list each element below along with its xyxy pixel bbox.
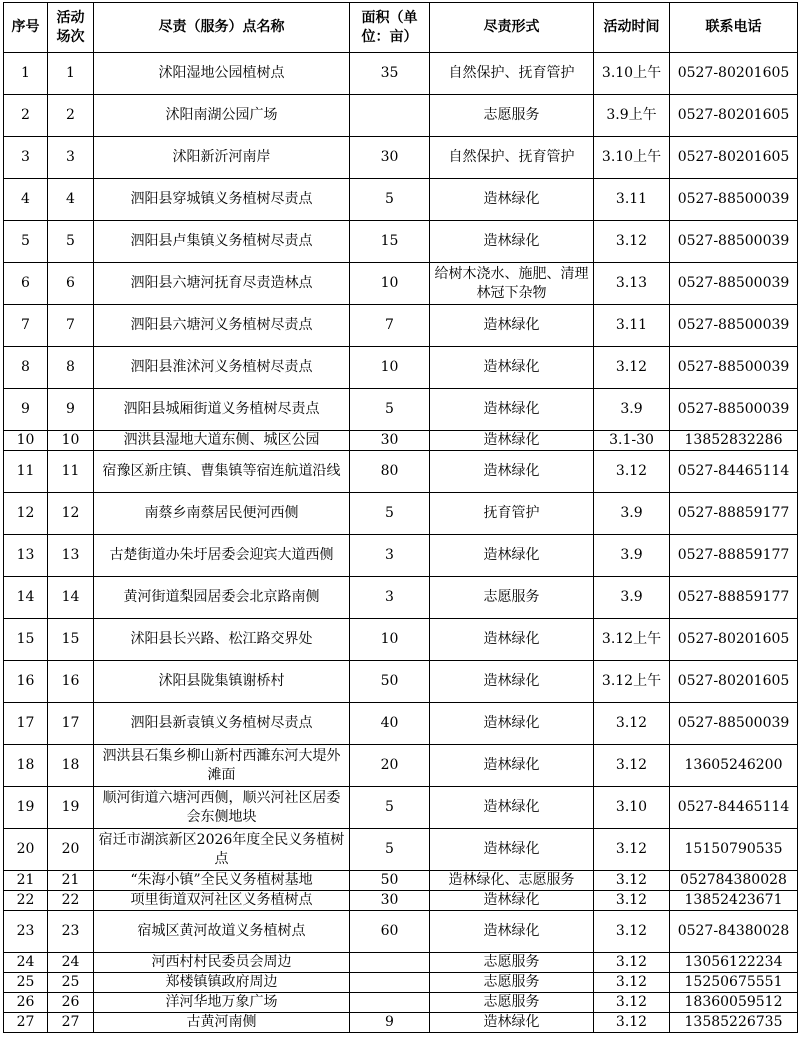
cell-time: 3.11 bbox=[594, 305, 670, 347]
cell-session: 6 bbox=[48, 263, 94, 305]
cell-area: 50 bbox=[350, 871, 430, 891]
table-row bbox=[4, 535, 798, 577]
table-row bbox=[4, 953, 798, 973]
table-row bbox=[4, 973, 798, 993]
header-area: 面积（单位：亩） bbox=[350, 3, 430, 53]
table-row bbox=[4, 451, 798, 493]
cell-time: 3.12 bbox=[594, 871, 670, 891]
cell-form: 造林绿化 bbox=[430, 389, 594, 431]
cell-phone: 0527-88500039 bbox=[670, 703, 798, 745]
cell-name: 泗阳县淮沭河义务植树尽责点 bbox=[94, 347, 350, 389]
table-row bbox=[4, 619, 798, 661]
table-row bbox=[4, 911, 798, 953]
cell-time: 3.12 bbox=[594, 953, 670, 973]
table-row bbox=[4, 871, 798, 891]
cell-name: 沭阳新沂河南岸 bbox=[94, 137, 350, 179]
table-row bbox=[4, 891, 798, 911]
cell-session: 19 bbox=[48, 787, 94, 829]
cell-form: 给树木浇水、施肥、清理林冠下杂物 bbox=[430, 263, 594, 305]
cell-phone: 0527-88859177 bbox=[670, 577, 798, 619]
cell-form: 造林绿化 bbox=[430, 179, 594, 221]
cell-area: 3 bbox=[350, 535, 430, 577]
header-form: 尽责形式 bbox=[430, 3, 594, 53]
cell-session: 27 bbox=[48, 1013, 94, 1033]
cell-phone: 0527-88859177 bbox=[670, 493, 798, 535]
table-row bbox=[4, 431, 798, 451]
cell-seq: 23 bbox=[4, 911, 48, 953]
cell-seq: 14 bbox=[4, 577, 48, 619]
cell-name: 泗阳县城厢街道义务植树尽责点 bbox=[94, 389, 350, 431]
cell-phone: 18360059512 bbox=[670, 993, 798, 1013]
cell-phone: 0527-88500039 bbox=[670, 263, 798, 305]
cell-name: 沭阳县长兴路、松江路交界处 bbox=[94, 619, 350, 661]
cell-time: 3.13 bbox=[594, 263, 670, 305]
cell-form: 造林绿化 bbox=[430, 535, 594, 577]
cell-form: 志愿服务 bbox=[430, 953, 594, 973]
cell-form: 造林绿化 bbox=[430, 661, 594, 703]
header-phone: 联系电话 bbox=[670, 3, 798, 53]
cell-phone: 13852423671 bbox=[670, 891, 798, 911]
cell-form: 造林绿化 bbox=[430, 787, 594, 829]
cell-time: 3.12 bbox=[594, 973, 670, 993]
cell-form: 造林绿化 bbox=[430, 891, 594, 911]
cell-seq: 8 bbox=[4, 347, 48, 389]
cell-area: 30 bbox=[350, 891, 430, 911]
cell-area: 35 bbox=[350, 53, 430, 95]
cell-name: 项里街道双河社区义务植树点 bbox=[94, 891, 350, 911]
cell-form: 造林绿化 bbox=[430, 1013, 594, 1033]
table-row bbox=[4, 137, 798, 179]
cell-time: 3.10上午 bbox=[594, 53, 670, 95]
cell-phone: 0527-80201605 bbox=[670, 95, 798, 137]
cell-session: 11 bbox=[48, 451, 94, 493]
cell-seq: 12 bbox=[4, 493, 48, 535]
cell-time: 3.9 bbox=[594, 577, 670, 619]
cell-seq: 13 bbox=[4, 535, 48, 577]
table-row bbox=[4, 577, 798, 619]
cell-session: 4 bbox=[48, 179, 94, 221]
cell-seq: 11 bbox=[4, 451, 48, 493]
cell-seq: 4 bbox=[4, 179, 48, 221]
cell-name: 古黄河南侧 bbox=[94, 1013, 350, 1033]
cell-seq: 1 bbox=[4, 53, 48, 95]
cell-seq: 21 bbox=[4, 871, 48, 891]
cell-area: 5 bbox=[350, 493, 430, 535]
cell-phone: 0527-84465114 bbox=[670, 451, 798, 493]
cell-area: 5 bbox=[350, 389, 430, 431]
cell-area: 3 bbox=[350, 577, 430, 619]
cell-seq: 7 bbox=[4, 305, 48, 347]
cell-time: 3.10 bbox=[594, 787, 670, 829]
table-row bbox=[4, 787, 798, 829]
cell-time: 3.12 bbox=[594, 1013, 670, 1033]
cell-session: 7 bbox=[48, 305, 94, 347]
cell-time: 3.12 bbox=[594, 221, 670, 263]
cell-area: 5 bbox=[350, 829, 430, 871]
cell-phone: 13605246200 bbox=[670, 745, 798, 787]
cell-session: 9 bbox=[48, 389, 94, 431]
table-row bbox=[4, 221, 798, 263]
cell-session: 16 bbox=[48, 661, 94, 703]
cell-seq: 10 bbox=[4, 431, 48, 451]
cell-phone: 0527-84380028 bbox=[670, 911, 798, 953]
cell-session: 25 bbox=[48, 973, 94, 993]
table-row bbox=[4, 305, 798, 347]
cell-session: 3 bbox=[48, 137, 94, 179]
cell-phone: 052784380028 bbox=[670, 871, 798, 891]
table-row bbox=[4, 389, 798, 431]
cell-form: 自然保护、抚育管护 bbox=[430, 137, 594, 179]
cell-time: 3.12 bbox=[594, 451, 670, 493]
cell-form: 造林绿化 bbox=[430, 347, 594, 389]
cell-seq: 18 bbox=[4, 745, 48, 787]
cell-time: 3.1-30 bbox=[594, 431, 670, 451]
cell-seq: 15 bbox=[4, 619, 48, 661]
cell-area bbox=[350, 95, 430, 137]
cell-time: 3.9 bbox=[594, 493, 670, 535]
cell-time: 3.12 bbox=[594, 829, 670, 871]
cell-form: 造林绿化 bbox=[430, 305, 594, 347]
cell-time: 3.9上午 bbox=[594, 95, 670, 137]
cell-session: 18 bbox=[48, 745, 94, 787]
cell-time: 3.10上午 bbox=[594, 137, 670, 179]
cell-name: 南蔡乡南蔡居民便河西侧 bbox=[94, 493, 350, 535]
cell-name: 宿城区黄河故道义务植树点 bbox=[94, 911, 350, 953]
cell-time: 3.12上午 bbox=[594, 619, 670, 661]
table-row bbox=[4, 745, 798, 787]
cell-form: 志愿服务 bbox=[430, 577, 594, 619]
cell-seq: 3 bbox=[4, 137, 48, 179]
cell-session: 22 bbox=[48, 891, 94, 911]
table-row bbox=[4, 493, 798, 535]
cell-session: 21 bbox=[48, 871, 94, 891]
cell-name: 泗洪县石集乡柳山新村西濉东河大堤外滩面 bbox=[94, 745, 350, 787]
cell-form: 造林绿化 bbox=[430, 745, 594, 787]
cell-name: 泗阳县新袁镇义务植树尽责点 bbox=[94, 703, 350, 745]
cell-phone: 15250675551 bbox=[670, 973, 798, 993]
cell-form: 志愿服务 bbox=[430, 973, 594, 993]
cell-area: 10 bbox=[350, 263, 430, 305]
cell-area: 50 bbox=[350, 661, 430, 703]
cell-name: 黄河街道梨园居委会北京路南侧 bbox=[94, 577, 350, 619]
cell-name: 泗阳县穿城镇义务植树尽责点 bbox=[94, 179, 350, 221]
table-header-row bbox=[4, 3, 798, 53]
cell-name: 沭阳县陇集镇谢桥村 bbox=[94, 661, 350, 703]
table-row bbox=[4, 53, 798, 95]
table-row bbox=[4, 829, 798, 871]
cell-name: “朱海小镇”全民义务植树基地 bbox=[94, 871, 350, 891]
cell-seq: 20 bbox=[4, 829, 48, 871]
cell-form: 造林绿化 bbox=[430, 431, 594, 451]
cell-name: 沭阳湿地公园植树点 bbox=[94, 53, 350, 95]
cell-session: 20 bbox=[48, 829, 94, 871]
cell-session: 23 bbox=[48, 911, 94, 953]
cell-time: 3.12 bbox=[594, 911, 670, 953]
cell-area: 5 bbox=[350, 179, 430, 221]
header-session: 活动场次 bbox=[48, 3, 94, 53]
cell-area: 40 bbox=[350, 703, 430, 745]
cell-form: 造林绿化 bbox=[430, 221, 594, 263]
cell-time: 3.12 bbox=[594, 745, 670, 787]
table-row bbox=[4, 263, 798, 305]
cell-seq: 24 bbox=[4, 953, 48, 973]
cell-name: 古楚街道办朱圩居委会迎宾大道西侧 bbox=[94, 535, 350, 577]
table-row bbox=[4, 993, 798, 1013]
cell-session: 14 bbox=[48, 577, 94, 619]
cell-area: 60 bbox=[350, 911, 430, 953]
cell-form: 抚育管护 bbox=[430, 493, 594, 535]
cell-name: 泗阳县六塘河义务植树尽责点 bbox=[94, 305, 350, 347]
cell-name: 泗阳县六塘河抚育尽责造林点 bbox=[94, 263, 350, 305]
activity-table bbox=[3, 2, 798, 1033]
cell-seq: 6 bbox=[4, 263, 48, 305]
cell-phone: 0527-80201605 bbox=[670, 53, 798, 95]
cell-phone: 0527-88500039 bbox=[670, 305, 798, 347]
cell-name: 宿豫区新庄镇、曹集镇等宿连航道沿线 bbox=[94, 451, 350, 493]
cell-area: 10 bbox=[350, 619, 430, 661]
cell-phone: 0527-84465114 bbox=[670, 787, 798, 829]
cell-seq: 22 bbox=[4, 891, 48, 911]
table-row bbox=[4, 703, 798, 745]
cell-phone: 0527-88500039 bbox=[670, 347, 798, 389]
cell-time: 3.12上午 bbox=[594, 661, 670, 703]
cell-name: 泗阳县卢集镇义务植树尽责点 bbox=[94, 221, 350, 263]
table-row bbox=[4, 1013, 798, 1033]
cell-phone: 13056122234 bbox=[670, 953, 798, 973]
cell-session: 26 bbox=[48, 993, 94, 1013]
cell-form: 志愿服务 bbox=[430, 95, 594, 137]
cell-form: 造林绿化 bbox=[430, 619, 594, 661]
cell-form: 造林绿化 bbox=[430, 703, 594, 745]
cell-name: 郑楼镇镇政府周边 bbox=[94, 973, 350, 993]
cell-phone: 0527-88500039 bbox=[670, 221, 798, 263]
cell-seq: 19 bbox=[4, 787, 48, 829]
cell-session: 13 bbox=[48, 535, 94, 577]
cell-session: 12 bbox=[48, 493, 94, 535]
cell-seq: 25 bbox=[4, 973, 48, 993]
cell-form: 造林绿化 bbox=[430, 829, 594, 871]
cell-time: 3.12 bbox=[594, 993, 670, 1013]
cell-phone: 13852832286 bbox=[670, 431, 798, 451]
cell-area: 30 bbox=[350, 137, 430, 179]
cell-phone: 0527-88500039 bbox=[670, 389, 798, 431]
cell-session: 5 bbox=[48, 221, 94, 263]
cell-form: 造林绿化 bbox=[430, 911, 594, 953]
cell-name: 泗洪县湿地大道东侧、城区公园 bbox=[94, 431, 350, 451]
cell-session: 17 bbox=[48, 703, 94, 745]
cell-phone: 0527-80201605 bbox=[670, 619, 798, 661]
cell-session: 8 bbox=[48, 347, 94, 389]
table-row bbox=[4, 179, 798, 221]
table-row bbox=[4, 95, 798, 137]
cell-phone: 0527-88500039 bbox=[670, 179, 798, 221]
cell-seq: 17 bbox=[4, 703, 48, 745]
cell-area: 9 bbox=[350, 1013, 430, 1033]
cell-seq: 26 bbox=[4, 993, 48, 1013]
cell-session: 10 bbox=[48, 431, 94, 451]
cell-area: 10 bbox=[350, 347, 430, 389]
cell-name: 沭阳南湖公园广场 bbox=[94, 95, 350, 137]
cell-seq: 5 bbox=[4, 221, 48, 263]
cell-name: 洋河华地万象广场 bbox=[94, 993, 350, 1013]
cell-name: 河西村村民委员会周边 bbox=[94, 953, 350, 973]
header-name: 尽责（服务）点名称 bbox=[94, 3, 350, 53]
cell-time: 3.9 bbox=[594, 389, 670, 431]
cell-time: 3.12 bbox=[594, 347, 670, 389]
cell-time: 3.11 bbox=[594, 179, 670, 221]
cell-area bbox=[350, 993, 430, 1013]
cell-time: 3.9 bbox=[594, 535, 670, 577]
cell-form: 志愿服务 bbox=[430, 993, 594, 1013]
cell-session: 15 bbox=[48, 619, 94, 661]
cell-seq: 9 bbox=[4, 389, 48, 431]
cell-seq: 16 bbox=[4, 661, 48, 703]
cell-area: 30 bbox=[350, 431, 430, 451]
table-row bbox=[4, 661, 798, 703]
cell-area: 7 bbox=[350, 305, 430, 347]
cell-phone: 15150790535 bbox=[670, 829, 798, 871]
cell-area: 15 bbox=[350, 221, 430, 263]
cell-name: 宿迁市湖滨新区2026年度全民义务植树点 bbox=[94, 829, 350, 871]
cell-phone: 0527-80201605 bbox=[670, 137, 798, 179]
cell-phone: 13585226735 bbox=[670, 1013, 798, 1033]
cell-phone: 0527-80201605 bbox=[670, 661, 798, 703]
cell-time: 3.12 bbox=[594, 891, 670, 911]
cell-area: 5 bbox=[350, 787, 430, 829]
table-row bbox=[4, 347, 798, 389]
cell-form: 造林绿化、志愿服务 bbox=[430, 871, 594, 891]
cell-area: 80 bbox=[350, 451, 430, 493]
cell-time: 3.12 bbox=[594, 703, 670, 745]
cell-form: 自然保护、抚育管护 bbox=[430, 53, 594, 95]
cell-seq: 2 bbox=[4, 95, 48, 137]
cell-name: 顺河街道六塘河西侧，顺兴河社区居委会东侧地块 bbox=[94, 787, 350, 829]
cell-phone: 0527-88859177 bbox=[670, 535, 798, 577]
cell-area bbox=[350, 953, 430, 973]
cell-area: 20 bbox=[350, 745, 430, 787]
cell-session: 2 bbox=[48, 95, 94, 137]
cell-area bbox=[350, 973, 430, 993]
cell-session: 24 bbox=[48, 953, 94, 973]
cell-seq: 27 bbox=[4, 1013, 48, 1033]
header-seq: 序号 bbox=[4, 3, 48, 53]
header-time: 活动时间 bbox=[594, 3, 670, 53]
cell-form: 造林绿化 bbox=[430, 451, 594, 493]
cell-session: 1 bbox=[48, 53, 94, 95]
